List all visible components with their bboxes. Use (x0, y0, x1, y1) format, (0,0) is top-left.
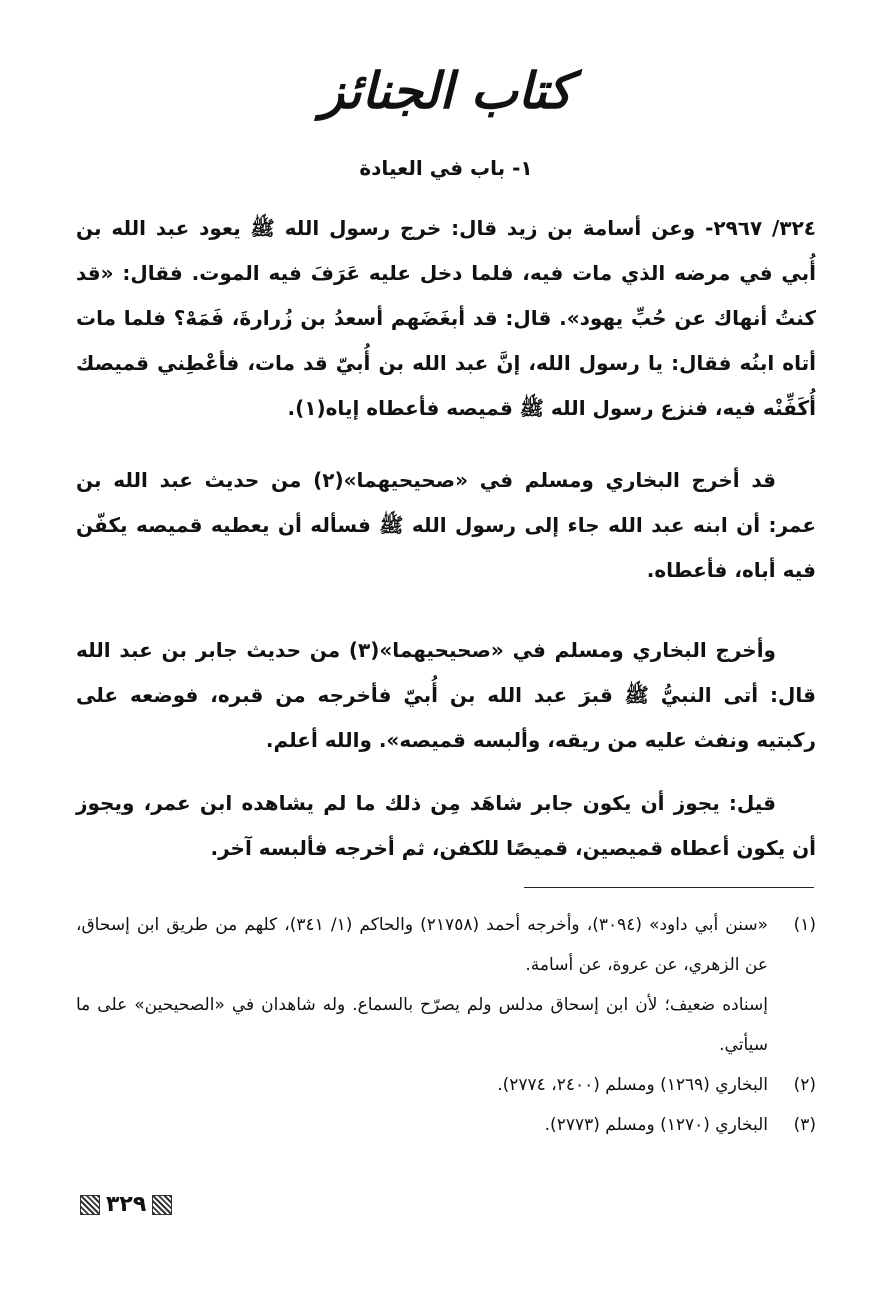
footnote (76, 985, 816, 1065)
footnote-text: البخاري (١٢٧٠) ومسلم (٢٧٧٣). (544, 1115, 768, 1135)
commentary-paragraph-2: وأخرج البخاري ومسلم في «صحيحيهما»(٣) من حديث جابر بن عبد الله قال: أتى النبيُّ ﷺ قبرَ عبد الله بن أُبيّ فأخرجه من قبره، فوضعه على ركبتيه ونفث عليه من ريقه، وألبسه قميصه». والله أعلم. (76, 638, 816, 752)
footnote-text: البخاري (١٢٦٩) ومسلم (٢٤٠٠، ٢٧٧٤). (497, 1075, 768, 1095)
footnote (76, 1065, 816, 1105)
page-number-text: ٣٢٩ (106, 1192, 147, 1217)
page-number (80, 1192, 172, 1217)
footnote-number (768, 985, 816, 1065)
footnote-number: (١) (793, 915, 816, 935)
footnote-text: إسناده ضعيف؛ لأن ابن إسحاق مدلس ولم يصرّح بالسماع. وله شاهدان في «الصحيحين» على ما سيأتي. (76, 995, 768, 1055)
footnote (76, 905, 816, 985)
ornament-icon (152, 1195, 172, 1215)
footnote-number: (٣) (793, 1115, 816, 1135)
ornament-icon (80, 1195, 100, 1215)
book-title: كتاب الجنائز (320, 62, 572, 120)
footnote-number: (٢) (793, 1075, 816, 1095)
footnote (76, 1105, 816, 1145)
commentary-paragraph-3: قيل: يجوز أن يكون جابر شاهَد مِن ذلك ما لم يشاهده ابن عمر، ويجوز أن يكون أعطاه قميصين، قميصًا للكفن، ثم أخرجه فألبسه آخر. (76, 791, 816, 860)
footnote-separator (524, 887, 814, 888)
hadith-text: ٣٢٤/ ٢٩٦٧- وعن أسامة بن زيد قال: خرج رسول الله ﷺ يعود عبد الله بن أُبي في مرضه الذي مات فيه، فلما دخل عليه عَرَفَ فيه الموت. فقال: «قد كنتُ أنهاك عن حُبِّ يهود». قال: قد أبغَضَهم أسعدُ بن زُرارةَ، فَمَهْ؟ فلما مات أتاه ابنُه فقال: يا رسول الله، إنَّ عبد الله بن أُبيّ قد مات، فأعْطِني قميصك أُكَفِّنْه فيه، فنزع رسول الله ﷺ قميصه فأعطاه إياه(١). (76, 216, 816, 420)
chapter-heading: ١- باب في العيادة (359, 156, 533, 180)
footnotes (76, 905, 816, 1145)
commentary-paragraph-1: قد أخرج البخاري ومسلم في «صحيحيهما»(٢) من حديث عبد الله بن عمر: أن ابنه عبد الله جاء إلى رسول الله ﷺ فسأله أن يعطيه قميصه يكفّن فيه أباه، فأعطاه. (76, 468, 816, 582)
footnote-text: «سنن أبي داود» (٣٠٩٤)، وأخرجه أحمد (٢١٧٥٨) والحاكم (١/ ٣٤١)، كلهم من طريق ابن إسحاق، عن الزهري، عن عروة، عن أسامة. (76, 915, 768, 975)
